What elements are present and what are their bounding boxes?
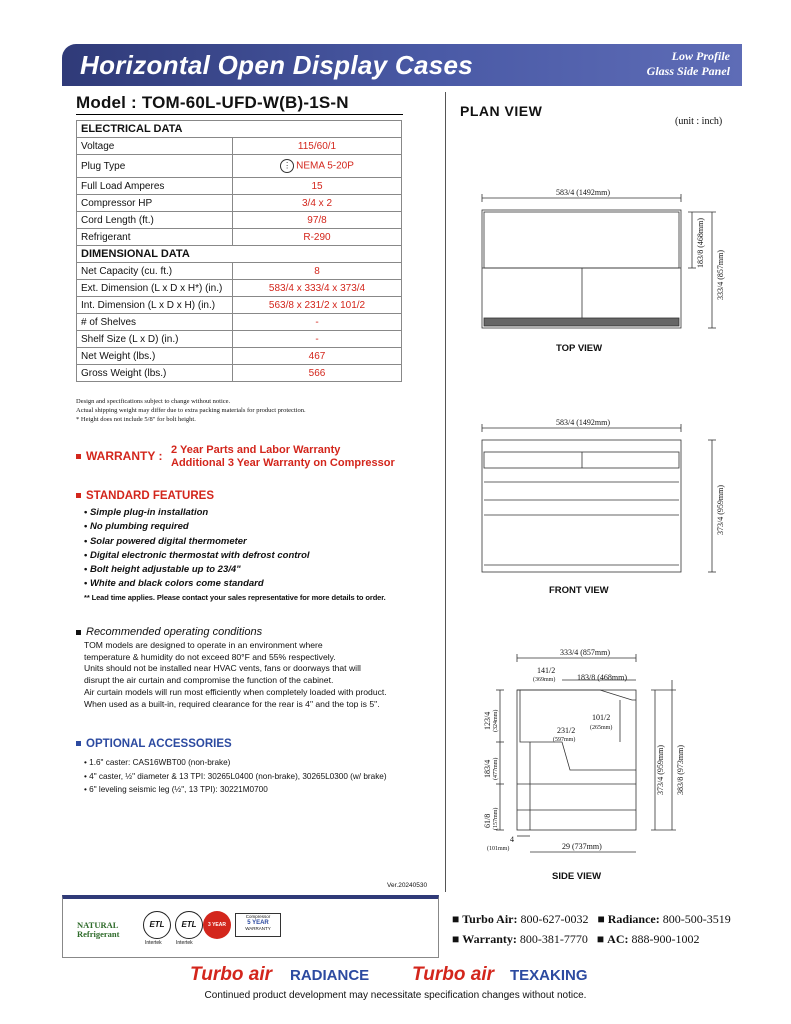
dim-side-183b: 183/4: [483, 759, 492, 778]
column-divider: [445, 92, 446, 892]
spec-value: 8: [233, 263, 402, 280]
dim-side-373: 373/4 (959mm): [656, 745, 665, 795]
dim-side-105: 101/2: [592, 713, 611, 722]
standard-features-title: [76, 490, 214, 502]
spec-row: [77, 263, 402, 280]
spec-label: Gross Weight (lbs.): [77, 365, 233, 382]
dim-side-235-mm: (597mm): [553, 737, 576, 743]
spec-row: [77, 365, 402, 382]
features-list: [84, 506, 310, 592]
dim-side-123-mm: (324mm): [493, 709, 499, 732]
side-view-drawing: [496, 654, 676, 852]
text-line: temperature & humidity do not exceed 80°F and 55% respectively.: [84, 651, 336, 662]
list-item: • Bolt height adjustable up to 23/4": [84, 563, 310, 577]
list-item: • White and black colors come standard: [84, 577, 310, 591]
optional-accessories-title: [76, 738, 232, 750]
warranty-label: [76, 449, 162, 463]
model-underline: [76, 114, 403, 115]
contacts-block: [452, 909, 731, 949]
turbo-air-logo-2: Turbo air: [412, 964, 494, 985]
bullet-square-icon: [76, 493, 81, 498]
contact-phone: 888-900-1002: [631, 932, 700, 946]
bullet-square-icon: [76, 741, 81, 746]
brand-logos: [190, 964, 610, 988]
page-title: Horizontal Open Display Cases: [80, 50, 474, 80]
section-title-dimensional: DIMENSIONAL DATA: [77, 246, 233, 263]
spec-value: -: [233, 314, 402, 331]
plug-type-value: NEMA 5-20P: [296, 160, 354, 172]
spec-row: [77, 229, 402, 246]
dim-side-29: 29 (737mm): [562, 842, 602, 851]
turbo-air-logo: Turbo air: [190, 964, 272, 985]
compressor-warranty-badge: [235, 913, 281, 937]
note-line: Design and specifications subject to change without notice.: [76, 398, 231, 405]
spec-value: 563/8 x 231/2 x 101/2: [233, 297, 402, 314]
unit-label: (unit : inch): [675, 116, 723, 127]
warranty-label-text: WARRANTY :: [86, 449, 163, 463]
etl-icon: ETL: [143, 911, 171, 939]
spec-row: [77, 212, 402, 229]
spec-label: Ext. Dimension (L x D x H*) (in.): [77, 280, 233, 297]
spec-label: Cord Length (ft.): [77, 212, 233, 229]
spec-value: 566: [233, 365, 402, 382]
dim-side-618-mm: (157mm): [493, 807, 499, 830]
bullet-square-icon: [76, 454, 81, 459]
dim-side-183: 183/8 (468mm): [577, 673, 627, 682]
list-item: • 4" caster, ½" diameter & 13 TPI: 30265L0400 (non-brake), 30265L0300 (w/ brake): [84, 770, 387, 784]
recommended-title-text: Recommended operating conditions: [86, 626, 263, 638]
badge-line: Compressor: [245, 914, 271, 919]
dim-side-depth: 333/4 (857mm): [560, 648, 610, 657]
spec-row: [77, 280, 402, 297]
text-line: Units should not be installed near HVAC vents, fans or doorways that will: [84, 663, 361, 674]
dim-top-depth2: 333/4 (857mm): [716, 250, 725, 300]
etl-sanitation-icon: ETL: [175, 911, 203, 939]
intertek-label: Intertek: [176, 940, 193, 946]
text-line: TOM models are designed to operate in an environment where: [84, 640, 323, 650]
warranty-line: Additional 3 Year Warranty on Compressor: [171, 457, 395, 469]
contact-name: Turbo Air:: [462, 912, 518, 926]
spec-value: 467: [233, 348, 402, 365]
footer-note: Continued product development may necessitate specification changes without notice.: [204, 990, 587, 1001]
dim-side-123: 123/4: [483, 711, 492, 730]
text-line: disrupt the air curtain and compromise the function of the cabinet.: [84, 675, 334, 686]
accessories-list: [84, 756, 387, 797]
spec-value: R-290: [233, 229, 402, 246]
natural-refrigerant-logo: [77, 921, 119, 939]
spec-row: [77, 155, 402, 178]
note-line: Actual shipping weight may differ due to extra packing materials for product protection.: [76, 407, 306, 414]
bullet-square-icon: [76, 630, 81, 635]
three-year-badge-icon: 3 YEAR: [203, 911, 231, 939]
front-view-drawing: [482, 424, 716, 572]
spec-value: 583/4 x 333/4 x 373/4: [233, 280, 402, 297]
contact-row: ■ Turbo Air: 800-627-0032 ■ Radiance: 800-500-3519: [452, 912, 731, 926]
list-item: • Digital electronic thermostat with defrost control: [84, 549, 310, 563]
dim-side-235: 231/2: [557, 726, 576, 735]
version-label: Ver.20240530: [387, 882, 428, 889]
contact-phone: 800-381-7770: [519, 932, 588, 946]
recommended-conditions-title: [76, 626, 262, 638]
spec-value: 97/8: [233, 212, 402, 229]
text-line: When used as a built-in, required clearance for the rear is 4" and the top is 5".: [84, 698, 380, 709]
side-view-label: SIDE VIEW: [552, 871, 602, 882]
list-item: • Solar powered digital thermometer: [84, 535, 310, 549]
section-row-dimensional: [77, 246, 402, 263]
dim-top-depth1: 183/8 (468mm): [696, 218, 705, 268]
texaking-logo: TEXAKING: [510, 967, 588, 984]
list-item: • 1.6" caster: CAS16WBT00 (non-brake): [84, 756, 387, 770]
header-subtitle-line2: Glass Side Panel: [646, 64, 730, 78]
spec-row: [77, 195, 402, 212]
dim-front-height: 373/4 (959mm): [716, 485, 725, 535]
intertek-label: Intertek: [145, 940, 162, 946]
list-item: • No plumbing required: [84, 520, 310, 534]
recommended-conditions-text: [84, 640, 444, 710]
spec-label: Int. Dimension (L x D x H) (in.): [77, 297, 233, 314]
standard-features-title-text: STANDARD FEATURES: [86, 490, 214, 502]
spec-label: Net Weight (lbs.): [77, 348, 233, 365]
note-line: * Height does not include 5/8" for bolt height.: [76, 416, 196, 423]
natural-logo-line2: Refrigerant: [77, 929, 120, 939]
section-title-electrical: ELECTRICAL DATA: [77, 121, 233, 138]
spec-label: Net Capacity (cu. ft.): [77, 263, 233, 280]
spec-row: [77, 348, 402, 365]
certification-box: [62, 895, 439, 958]
dim-width-front: 583/4 (1492mm): [556, 418, 610, 427]
spec-row: [77, 138, 402, 155]
spec-value: -: [233, 331, 402, 348]
contact-name: AC:: [607, 932, 629, 946]
dim-side-618: 61/8: [483, 813, 492, 828]
contact-phone: 800-627-0032: [520, 912, 589, 926]
spec-row: [77, 178, 402, 195]
lead-time-note: ** Lead time applies. Please contact your sales representative for more details to order.: [84, 593, 386, 602]
spec-notes: [76, 397, 306, 424]
dim-side-141-mm: (369mm): [533, 677, 556, 683]
spec-row: [77, 297, 402, 314]
spec-label: Refrigerant: [77, 229, 233, 246]
optional-accessories-title-text: OPTIONAL ACCESSORIES: [86, 738, 232, 750]
warranty-lines: [171, 444, 395, 470]
plan-view-title: PLAN VIEW: [460, 103, 543, 119]
top-view-label: TOP VIEW: [556, 343, 603, 354]
badge-line: WARRANTY: [245, 926, 271, 931]
model-number: Model : TOM-60L-UFD-W(B)-1S-N: [76, 93, 349, 112]
spec-row: [77, 314, 402, 331]
spec-value: 115/60/1: [233, 138, 402, 155]
dim-side-4: 4: [510, 835, 514, 844]
spec-label: # of Shelves: [77, 314, 233, 331]
spec-label: Shelf Size (L x D) (in.): [77, 331, 233, 348]
dim-width-top: 583/4 (1492mm): [556, 188, 610, 197]
natural-logo-line1: NATURAL: [77, 920, 119, 930]
spec-label: Compressor HP: [77, 195, 233, 212]
contact-phone: 800-500-3519: [662, 912, 731, 926]
plug-icon: ⋮: [280, 159, 294, 173]
radiance-logo: RADIANCE: [290, 967, 370, 984]
spec-table: [76, 120, 402, 382]
spec-label: Plug Type: [77, 155, 233, 178]
spec-label: Full Load Amperes: [77, 178, 233, 195]
front-view-label: FRONT VIEW: [549, 585, 609, 596]
text-line: Air curtain models will run most efficiently when completely loaded with product.: [84, 686, 387, 697]
list-item: • Simple plug-in installation: [84, 506, 310, 520]
dim-side-4-mm: (101mm): [487, 846, 510, 852]
top-view-drawing: [482, 194, 716, 328]
contact-row: ■ Warranty: 800-381-7770 ■ AC: 888-900-1002: [452, 932, 700, 946]
spec-value: [233, 155, 402, 178]
dim-side-105-mm: (265mm): [590, 725, 613, 731]
header-banner: [62, 44, 742, 86]
header-subtitle: [647, 49, 730, 79]
badge-line: 5 YEAR: [247, 920, 269, 926]
list-item: • 6" leveling seismic leg (½", 13 TPI): 30221M0700: [84, 783, 387, 797]
spec-label: Voltage: [77, 138, 233, 155]
dim-side-183b-mm: (477mm): [493, 757, 499, 780]
spec-value: 3/4 x 2: [233, 195, 402, 212]
contact-name: Warranty:: [462, 932, 517, 946]
section-row-electrical: [77, 121, 402, 138]
dim-side-383: 383/8 (973mm): [676, 745, 685, 795]
warranty-line: 2 Year Parts and Labor Warranty: [171, 444, 341, 456]
dim-side-141: 141/2: [537, 666, 556, 675]
header-subtitle-line1: Low Profile: [671, 49, 730, 63]
spec-value: 15: [233, 178, 402, 195]
spec-row: [77, 331, 402, 348]
contact-name: Radiance:: [607, 912, 660, 926]
